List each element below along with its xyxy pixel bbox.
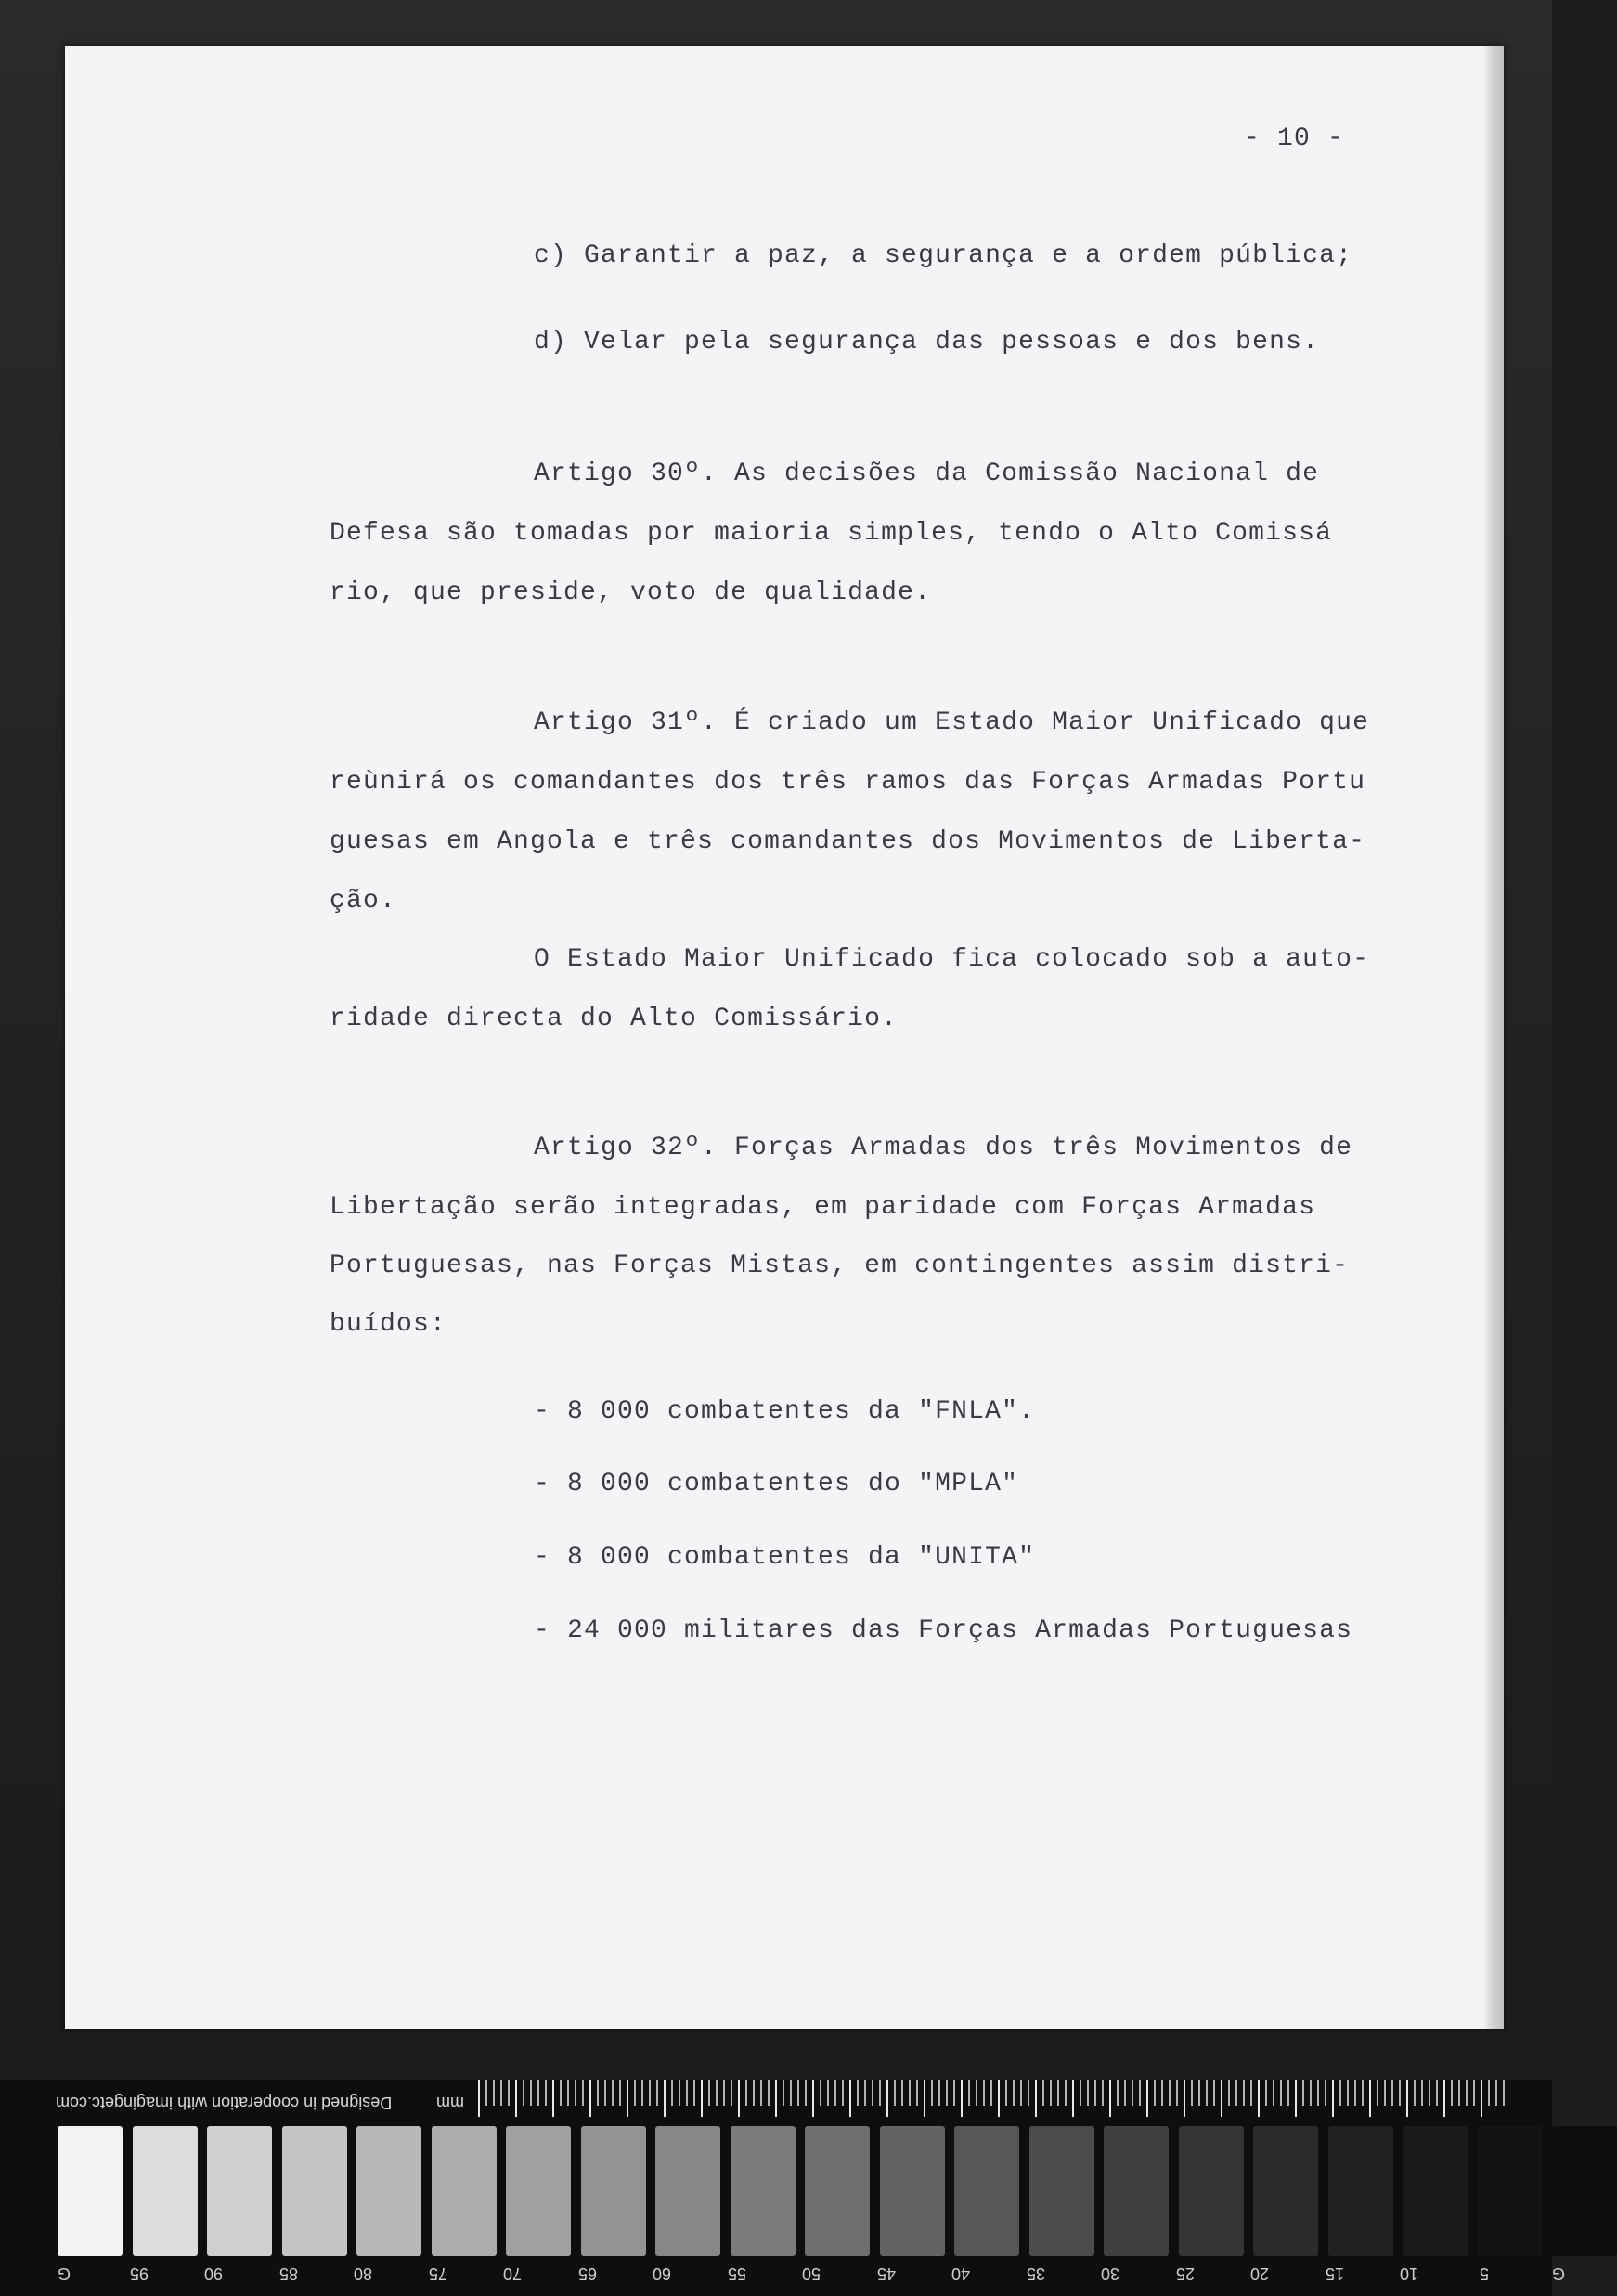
- article-30-line-1: Artigo 30º. As decisões da Comissão Nacional de: [534, 460, 1320, 488]
- gray-patch: [880, 2126, 945, 2256]
- gray-patch-label: 80: [353, 2264, 373, 2283]
- article-31-line-4: ção.: [330, 887, 397, 915]
- article-31-line-1: Artigo 31º. É criado um Estado Maior Unificado que: [534, 708, 1370, 737]
- gray-patch: [805, 2126, 870, 2256]
- article-32-line-1: Artigo 32º. Forças Armadas dos três Movimentos de: [534, 1134, 1353, 1162]
- gray-patch-label: 70: [502, 2264, 523, 2283]
- article-31-line-2: reùnirá os comandantes dos três ramos das Forças Armadas Portu: [330, 768, 1366, 797]
- gray-patch-label: 40: [951, 2264, 971, 2283]
- gray-patch: [506, 2126, 571, 2256]
- gray-patch-label: 95: [129, 2264, 149, 2283]
- article-31-paragraph-2-line-1: O Estado Maior Unificado fica colocado sob a auto-: [534, 945, 1370, 974]
- gray-patch-label: G: [1552, 2264, 1566, 2283]
- gray-patch: [954, 2126, 1019, 2256]
- article-31-paragraph-2-line-2: ridade directa do Alto Comissário.: [330, 1005, 899, 1033]
- gray-patch-label: 45: [876, 2264, 896, 2283]
- gray-patch-label: 20: [1249, 2264, 1270, 2283]
- gray-patch-label: G: [58, 2264, 71, 2283]
- contingent-mpla: - 8 000 combatentes do "MPLA": [534, 1470, 1019, 1498]
- calibration-credit: Designed in cooperation with imagingetc.com: [56, 2094, 393, 2112]
- color-calibration-strip: [0, 2080, 1566, 2296]
- article-32-line-2: Libertação serão integradas, em paridade com Forças Armadas: [330, 1193, 1316, 1222]
- ruler-unit-label: mm: [436, 2094, 464, 2112]
- gray-patch: [207, 2126, 272, 2256]
- gray-patch: [58, 2126, 123, 2256]
- gray-patch-label: 90: [203, 2264, 224, 2283]
- article-32-line-3: Portuguesas, nas Forças Mistas, em contingentes assim distri-: [330, 1252, 1350, 1280]
- gray-patch: [432, 2126, 497, 2256]
- gray-patch-label: 10: [1399, 2264, 1419, 2283]
- gray-patch: [581, 2126, 646, 2256]
- gray-patch: [282, 2126, 347, 2256]
- gray-patch-label: 60: [652, 2264, 672, 2283]
- gray-patch-label: 25: [1175, 2264, 1195, 2283]
- gray-patch: [1253, 2126, 1318, 2256]
- gray-patch: [356, 2126, 421, 2256]
- gray-patch-label: 85: [278, 2264, 298, 2283]
- gray-patch: [1328, 2126, 1393, 2256]
- paper-edge-shadow: [1483, 46, 1504, 2029]
- page-number: - 10 -: [1244, 124, 1345, 153]
- gray-patch: [133, 2126, 198, 2256]
- contingent-unita: - 8 000 combatentes da "UNITA": [534, 1543, 1036, 1572]
- gray-patch: [1029, 2126, 1094, 2256]
- gray-patch-label: 65: [577, 2264, 597, 2283]
- document-page: [65, 46, 1504, 2029]
- gray-patch-label: 30: [1100, 2264, 1120, 2283]
- mm-ruler-major-ticks: [478, 2080, 1508, 2117]
- list-item-d: d) Velar pela segurança das pessoas e dos bens.: [534, 328, 1320, 357]
- gray-patch: [1179, 2126, 1244, 2256]
- article-31-line-3: guesas em Angola e três comandantes dos Movimentos de Liberta-: [330, 827, 1366, 856]
- gray-patch-label-row: [0, 2264, 1566, 2291]
- article-30-line-2: Defesa são tomadas por maioria simples, tendo o Alto Comissá: [330, 519, 1333, 548]
- gray-patch: [1478, 2126, 1543, 2256]
- gray-patch: [1552, 2126, 1617, 2256]
- gray-patch-label: 5: [1479, 2264, 1489, 2283]
- article-30-line-3: rio, que preside, voto de qualidade.: [330, 578, 932, 607]
- contingent-fnla: - 8 000 combatentes da "FNLA".: [534, 1397, 1036, 1426]
- article-32-line-4: buídos:: [330, 1310, 447, 1339]
- gray-patch-label: 35: [1026, 2264, 1045, 2283]
- contingent-portuguese-forces: - 24 000 militares das Forças Armadas Portuguesas: [534, 1616, 1353, 1645]
- gray-patch: [655, 2126, 720, 2256]
- gray-patch: [731, 2126, 796, 2256]
- gray-patch-label: 15: [1325, 2264, 1344, 2283]
- gray-patch: [1104, 2126, 1169, 2256]
- gray-patch-label: 55: [727, 2264, 746, 2283]
- gray-patch-label: 50: [801, 2264, 821, 2283]
- gray-patch: [1403, 2126, 1468, 2256]
- gray-patch-label: 75: [428, 2264, 447, 2283]
- list-item-c: c) Garantir a paz, a segurança e a ordem pública;: [534, 241, 1353, 270]
- gray-patch-row: [0, 2126, 1552, 2256]
